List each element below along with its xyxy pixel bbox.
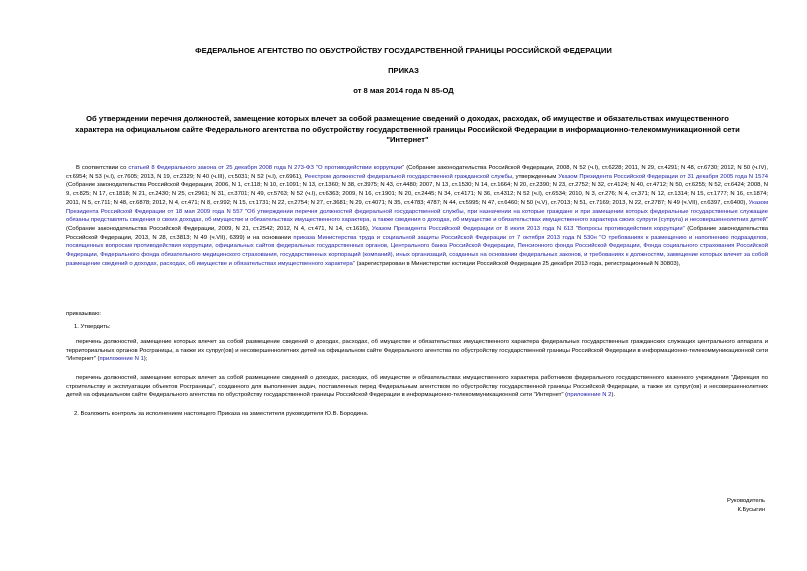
preamble-text-5: (Собрание законодательства Российской Федерации, 2009, N 21, ст.2542; 2012, N 4, ст.471, N 14, ст.1616), xyxy=(66,225,372,232)
signature-block xyxy=(727,497,765,514)
list-item-2-end: ). xyxy=(611,392,616,399)
link-order-530n[interactable]: приказа Министерства труда и социальной защиты Российской Федерации от 7 октября 2013 года N 530н "О требованиях к размещению и наполнению подразделов, посвященных вопросам противодействия коррупции, официальных сайтов федеральных государственных органов, Центрального банка Российской Федерации, Пенсионного фонда Российской Федерации, Фонда социального страхования Российской Федерации, Федерального фонда обязательного медицинского страхования, государственных корпораций (компаний), иных организаций, созданных на основании федеральных законов, и требованиях к должностям, замещение которых влечет за собой размещение сведений о доходах, расходах, об имуществе и обязательствах имущественного характера" xyxy=(66,234,769,267)
preamble-text-7: (зарегистрирован в Министерстве юстиции Российской Федерации 25 декабря 2013 года, регистрационный N 30803), xyxy=(354,260,681,267)
list-item-1 xyxy=(66,338,768,364)
link-federal-law-273[interactable]: статьей 8 Федерального закона от 25 декабря 2008 года N 273-ФЗ "О противодействии коррупции" xyxy=(128,165,405,171)
preamble-text-6: (Собрание законодательства Российской Федерации, 2013, N 28, ст.3813; N 49 (ч.VII), 6399) и на основании xyxy=(66,225,768,241)
link-decree-613[interactable]: Указом Президента Российской Федерации от 8 июля 2013 года N 613 "Вопросы противодействия коррупции" xyxy=(371,225,685,232)
item-1-title: 1. Утвердить: xyxy=(74,324,111,330)
document-date-number: от 8 мая 2014 года N 85-ОД xyxy=(353,86,454,95)
list-item-1-end: ); xyxy=(143,356,148,363)
signature-name: К.Бусыгин xyxy=(737,506,765,513)
agency-name: ФЕДЕРАЛЬНОЕ АГЕНТСТВО ПО ОБУСТРОЙСТВУ ГОСУДАРСТВЕННОЙ ГРАНИЦЫ РОССИЙСКОЙ ФЕДЕРАЦИИ xyxy=(195,46,612,55)
document-title: Об утверждении перечня должностей, замещение которых влечет за собой размещение сведений о доходах, расходах, об имуществе и обязательствах имущественного характера на официальном сайте Федерального агентства по обустройству государственной границы Российской Федерации в информационно-телекоммуникационной сети "Интернет" xyxy=(75,114,740,144)
list-item-2 xyxy=(66,374,768,400)
link-appendix-2[interactable]: приложение N 2 xyxy=(567,392,612,399)
preamble-paragraph xyxy=(66,164,768,268)
link-appendix-1[interactable]: приложение N 1 xyxy=(99,356,144,363)
preamble-text-3: , утвержденным xyxy=(512,173,559,180)
preamble-text-1: В соответствии со xyxy=(76,165,129,171)
link-decree-557[interactable]: Указом Президента Российской Федерации от 18 мая 2009 года N 557 "Об утверждении перечня должностей федеральной государственной службы, при назначении на которые граждане и при замещении которых федеральные государственные служащие обязаны представлять сведения о своих доходах, об имуществе и обязательствах имущественного характера, а также сведения о доходах, об имуществе и обязательствах имущественного характера своих супруги (супруга) и несовершеннолетних детей" xyxy=(66,199,768,224)
order-word: приказываю: xyxy=(66,311,102,317)
link-registry-positions[interactable]: Реестром должностей федеральной государственной гражданской службы xyxy=(304,173,513,180)
link-decree-1574[interactable]: Указом Президента Российской Федерации от 31 декабря 2005 года N 1574 xyxy=(558,173,768,180)
list-item-1-text: перечень должностей, замещение которых влечет за собой размещение сведений о доходах, расходах, об имуществе и обязательствах имущественного характера федеральных государственных гражданских служащих центрального аппарата и территориальных органов Росграницы, а также их супруг(ов) и несовершеннолетних детей на официальном сайте Федерального агентства по обустройству государственной границы Российской Федерации в информационно-телекоммуникационной сети "Интернет" ( xyxy=(66,339,768,363)
document-type: ПРИКАЗ xyxy=(388,66,419,75)
preamble-text-2: (Собрание законодательства Российской Федерации, 2008, N 52 (ч.I), ст.6228; 2011, N 29, ст.4291; N 48, ст.6730; 2012, N 50 (ч.IV), ст.6954; N 53 (ч.I), ст.7605; 2013, N 19, ст.2329; N 40 (ч.III), ст.5031; N 52 (ч.I), ст.6961), xyxy=(66,165,768,180)
item-2: 2. Возложить контроль за исполнением настоящего Приказа на заместителя руководителя Ю.В. Бородина. xyxy=(74,411,369,417)
list-item-2-text: перечень должностей, замещение которых влечет за собой размещение сведений о доходах, расходах, об имуществе и обязательствах имущественного характера работников федерального государственного казенного учреждения "Дирекция по строительству и эксплуатации объектов Росграницы", созданного для выполнения задач, поставленных перед Федеральным агентством по обустройству государственной границы Российской Федерации, а также их супруг(ов) и несовершеннолетних детей на официальном сайте Федерального агентства по обустройству государственной границы Российской Федерации в информационно-телекоммуникационной сети "Интернет" ( xyxy=(66,375,768,399)
preamble-text-4: (Собрание законодательства Российской Федерации, 2006, N 1, ст.118; N 10, ст.1091; N 13, ст.1360; N 38, ст.3975; N 43, ст.4480; 2007, N 13, ст.1530; N 14, ст.1664; N 20, ст.2390; N 23, ст.2752; N 32, ст.4124; N 40, ст.4712; N 50, ст.6255; N 52, ст.6424; 2008, N 9, ст.825; N 17, ст.1818; N 21, ст.2430; N 25, ст.2961; N 31, ст.3701; N 49, ст.5763; N 52 (ч.I), ст.6363; 2009, N 16, ст.1901; N 20, ст.2445; N 34, ст.4171; N 36, ст.4312; N 52 (ч.I), ст.6534; 2010, N 3, ст.276; N 4, ст.371; N 12, ст.1314; N 15, ст.1777; N 16, ст.1874; 2011, N 5, ст.711; N 48, ст.6878; 2012, N 4, ст.471; N 8, ст.992; N 15, ст.1731; N 22, ст.2754; N 27, ст.3681; N 29, ст.4071; N 35, ст.4783; 4787; N 44, ст.5995; N 47, ст.6460; N 50 (ч.V), ст.7013; N 51, ст.7169; 2013, N 22, ст.2787; N 49 (ч.VII), ст.6397, ст.6400), xyxy=(66,182,768,206)
signature-position: Руководитель xyxy=(727,498,765,504)
